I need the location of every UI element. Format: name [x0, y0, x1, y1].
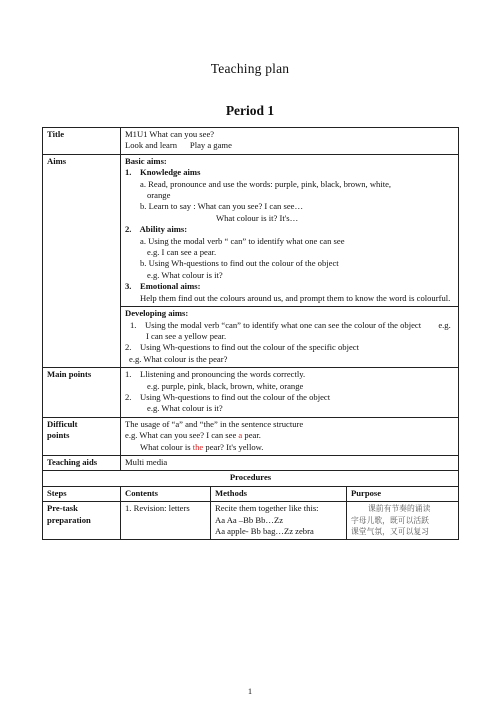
developing-aim-1: 1. Using the modal verb “can” to identify what one can see the colour of the object e.g. I can see a yellow pear.: [130, 319, 453, 341]
emotional-aims-heading: 3. Emotional aims:: [125, 281, 201, 292]
emphasis-article-the: the: [192, 441, 204, 452]
difficult-point-line-1: The usage of “a” and “the” in the sentence structure: [125, 418, 304, 429]
methods-line-1: Recite them together like this:: [215, 503, 319, 514]
developing-aims-heading: Developing aims:: [125, 308, 189, 319]
teaching-aids-label: Teaching aids: [43, 455, 121, 470]
knowledge-aim-b: b. Learn to say : What can you see? I can see…: [140, 201, 304, 212]
ability-aim-a-example: e.g. I can see a pear.: [147, 247, 217, 258]
document-title: Teaching plan: [210, 61, 290, 76]
developing-aim-2: 2. Using Wh-questions to find out the colour of the specific object: [125, 342, 359, 353]
difficult-line-2-pre: e.g. What can you see? I can see: [125, 430, 239, 441]
basic-aims-cell: [121, 154, 459, 306]
main-points-label: Main points: [43, 368, 121, 418]
column-steps: Steps: [43, 486, 121, 501]
title-label: Title: [43, 128, 121, 155]
procedures-heading: Procedures: [43, 471, 459, 486]
column-purpose: Purpose: [347, 486, 459, 501]
column-contents: Contents: [121, 486, 211, 501]
main-point-2: 2. Using Wh-questions to find out the colour of the object: [125, 391, 331, 402]
knowledge-aim-b-cont: What colour is it? It's…: [216, 212, 299, 223]
difficult-label-line-1: Difficult: [47, 418, 78, 429]
methods-line-3: Aa apple- Bb bag…Zz zebra: [215, 526, 314, 536]
purpose-line-2: 字母儿歌，既可以活跃: [351, 515, 429, 525]
main-points-row: [43, 368, 459, 418]
difficult-line-2-post: pear.: [242, 430, 261, 441]
ability-aim-b: b. Using Wh-questions to find out the colour of the object: [140, 258, 339, 269]
difficult-label-line-2: points: [47, 430, 70, 441]
developing-aims-cell: [121, 307, 459, 368]
knowledge-aims-heading: 1. Knowledge aims: [125, 167, 201, 178]
emotional-aims-text: Help them find out the colours around us, and prompt them to know the word is colourful.: [140, 292, 451, 303]
developing-aim-2-example: e.g. What colour is the pear?: [129, 353, 228, 364]
aims-basic-row: [43, 154, 459, 306]
difficult-line-3-pre: What colour is: [140, 441, 193, 452]
period-title: Period 1: [225, 103, 275, 118]
ability-aims-heading: 2. Ability aims:: [125, 224, 188, 235]
title-row: [43, 128, 459, 155]
purpose-cell: [347, 502, 459, 540]
contents-cell: [121, 502, 211, 540]
methods-cell: [211, 502, 347, 540]
ability-aim-a: a. Using the modal verb “ can” to identify what one can see: [140, 235, 345, 246]
teaching-aids-value: Multi media: [121, 455, 459, 470]
aims-label: Aims: [43, 154, 121, 367]
purpose-line-3: 课堂气氛，又可以复习: [351, 527, 429, 536]
contents-line-1: 1. Revision: letters: [125, 503, 190, 514]
procedures-heading-row: [43, 471, 459, 486]
basic-aims-heading: Basic aims:: [125, 155, 167, 166]
step-line-2: preparation: [47, 514, 91, 525]
methods-line-2: Aa Aa –Bb Bb…Zz: [215, 514, 284, 525]
procedure-row-pre-task: [43, 502, 459, 540]
title-line-2: Look and learn Play a game: [125, 140, 232, 151]
purpose-line-1: 课前有节奏的诵读: [368, 504, 431, 514]
teaching-plan-table: [42, 127, 459, 540]
procedures-columns-row: [43, 486, 459, 501]
teaching-aids-row: [43, 455, 459, 470]
main-point-2-example: e.g. What colour is it?: [147, 403, 223, 414]
emphasis-article-a: a: [238, 430, 243, 441]
main-points-cell: [121, 368, 459, 418]
page-number: 1: [247, 686, 253, 696]
difficult-line-3-post: pear? It's yellow.: [203, 441, 264, 452]
difficult-points-cell: [121, 417, 459, 455]
column-methods: Methods: [211, 486, 347, 501]
main-point-1: 1. Llistening and pronouncing the words correctly.: [125, 369, 306, 380]
main-point-1-example: e.g. purple, pink, black, brown, white, orange: [147, 380, 304, 391]
difficult-point-line-2: [125, 430, 454, 441]
difficult-points-label: [43, 417, 121, 455]
ability-aim-b-example: e.g. What colour is it?: [147, 269, 223, 280]
title-value: [121, 128, 459, 155]
knowledge-aim-a-cont: orange: [147, 190, 171, 201]
knowledge-aim-a: a. Read, pronounce and use the words: purple, pink, black, brown, white,: [140, 178, 392, 189]
title-line-1: M1U1 What can you see?: [125, 129, 215, 139]
difficult-points-row: [43, 417, 459, 455]
difficult-point-line-3: [125, 442, 454, 453]
step-line-1: Pre-task: [47, 503, 78, 514]
step-cell: [43, 502, 121, 540]
